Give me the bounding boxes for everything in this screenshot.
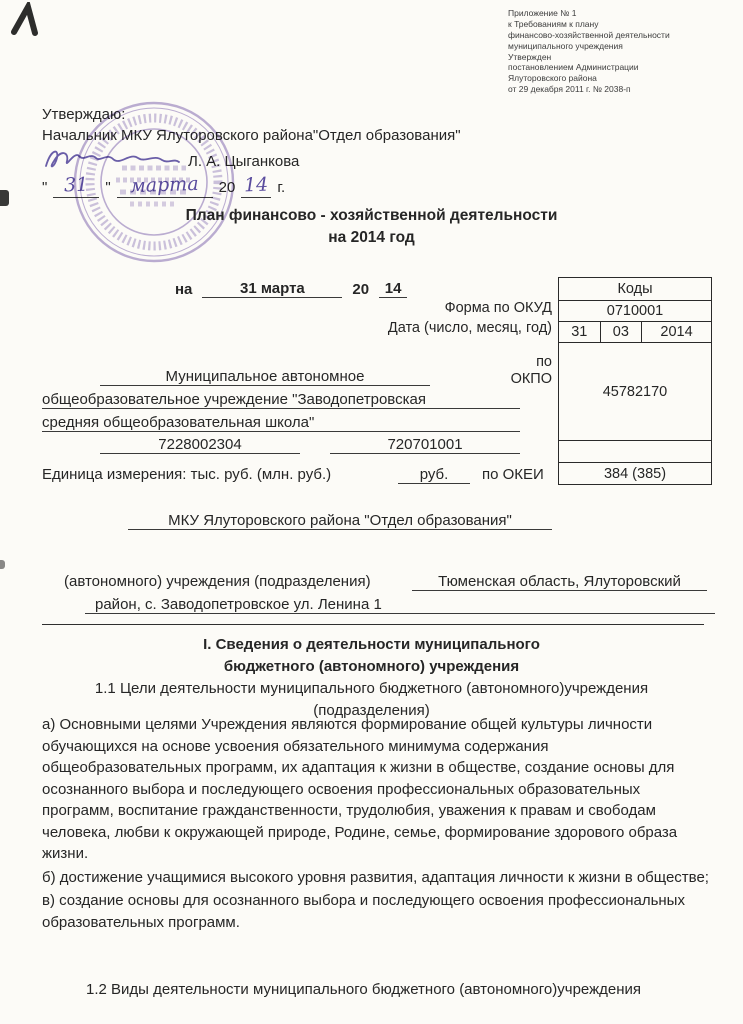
corner-note xyxy=(508,8,736,95)
divider-line xyxy=(42,624,704,625)
approval-date-suffix: г. xyxy=(277,179,286,196)
document-title-line1: План финансово - хозяйственной деятельности xyxy=(185,207,558,224)
plan-year-prefix: 20 xyxy=(352,281,370,298)
approval-year-prefix: 20 xyxy=(218,179,236,196)
corner-note-line: от 29 декабря 2011 г. № 2038-п xyxy=(508,84,631,95)
section1-heading: I. Сведения о деятельности муниципального бюджетного (автономного) учреждения xyxy=(203,636,540,675)
institution-inn: 7228002304 xyxy=(100,436,300,454)
address-value-line2: район, с. Заводопетровское ул. Ленина 1 xyxy=(85,596,715,614)
units-currency: руб. xyxy=(398,466,470,484)
date-year-cell: 2014 xyxy=(641,322,711,342)
corner-note-line: постановлением Администрации xyxy=(508,62,639,73)
approver-position: Начальник МКУ Ялуторовского района"Отдел образования" xyxy=(42,127,461,144)
approval-block xyxy=(42,104,562,198)
document-title xyxy=(0,205,743,249)
institution-name-line1: Муниципальное автономное xyxy=(100,368,430,386)
document-title-line2: на 2014 год xyxy=(328,229,415,246)
corner-note-line: Ялуторовского района xyxy=(508,73,597,84)
address-value-line1: Тюменская область, Ялуторовский xyxy=(412,573,707,591)
okud-value-cell: 0710001 xyxy=(559,300,711,321)
okei-value-box: 384 (385) xyxy=(558,462,712,485)
signature-scribble xyxy=(42,146,182,172)
date-month-cell: 03 xyxy=(600,322,642,342)
paragraph-b: б) достижение учащимися высокого уровня развития, адаптация личности к жизни в обществе; xyxy=(42,868,709,886)
section1-body xyxy=(42,714,710,933)
institution-name-line2: общеобразовательное учреждение "Заводопетровская xyxy=(42,391,520,409)
approver-name: Л. А. Цыганкова xyxy=(188,153,300,170)
paragraph-a: а) Основными целями Учреждения являются формирование общей культуры личности обучающихся на основе усвоения обязательного минимума содержания общеобразовательных программ, их адаптация к жизни в обществе, создание основы для осознанного выбора и последующего освоения профессиональных образовательных программ, воспитание гражданственности, трудолюбия, уважения к правам и свободам человека, любви к окружающей природе, Родине, семье, формирование здорового образа жизни. xyxy=(42,716,678,862)
address-label: (автономного) учреждения (подразделения) xyxy=(64,573,371,590)
department-line: МКУ Ялуторовского района "Отдел образования" xyxy=(128,512,552,530)
okpo-label: по ОКПО xyxy=(510,354,552,387)
okud-label: Форма по ОКУД xyxy=(444,300,552,316)
codes-header-cell: Коды xyxy=(617,281,653,297)
plan-date-row xyxy=(175,280,407,298)
okei-label: по ОКЕИ xyxy=(482,466,544,483)
date-label: Дата (число, месяц, год) xyxy=(387,320,552,336)
plan-year-value: 14 xyxy=(379,280,407,298)
approve-label: Утверждаю: xyxy=(42,106,126,123)
plan-date-value: 31 марта xyxy=(202,280,342,298)
plan-date-prefix: на xyxy=(175,281,193,298)
approval-day: 31 xyxy=(53,176,99,198)
corner-note-line: к Требованиям к плану xyxy=(508,18,599,29)
date-day-cell: 31 xyxy=(571,324,588,340)
institution-name-line3: средняя общеобразовательная школа" xyxy=(42,414,520,432)
corner-note-line: муниципального учреждения xyxy=(508,40,623,51)
section1-2-subheading: 1.2 Виды деятельности муниципального бюджетного (автономного)учреждения xyxy=(86,981,641,998)
okpo-value-cell: 45782170 xyxy=(559,342,711,440)
quote-mark: " xyxy=(42,179,48,196)
scan-mark-icon xyxy=(8,2,58,38)
corner-note-line: финансово-хозяйственной деятельности xyxy=(508,29,670,40)
approval-year: 14 xyxy=(241,176,271,198)
scan-smudge-icon xyxy=(0,190,9,206)
institution-kpp: 720701001 xyxy=(330,436,520,454)
empty-cell xyxy=(559,440,711,462)
approval-date-line xyxy=(42,172,562,198)
corner-note-line: Приложение № 1 xyxy=(508,8,577,18)
scan-smudge-icon xyxy=(0,560,5,569)
section1-1-subheading: 1.1 Цели деятельности муниципального бюджетного (автономного)учреждения (подразделения) xyxy=(94,680,649,719)
codes-table xyxy=(558,277,712,463)
paragraph-v: в) создание основы для осознанного выбора и последующего освоения профессиональных образовательных программ. xyxy=(42,892,685,931)
corner-note-line: Утвержден xyxy=(508,51,552,62)
date-value-row xyxy=(559,321,711,342)
quote-mark: " xyxy=(105,179,111,196)
units-label: Единица измерения: тыс. руб. (млн. руб.) xyxy=(42,466,332,483)
approval-month: марта xyxy=(117,176,213,198)
